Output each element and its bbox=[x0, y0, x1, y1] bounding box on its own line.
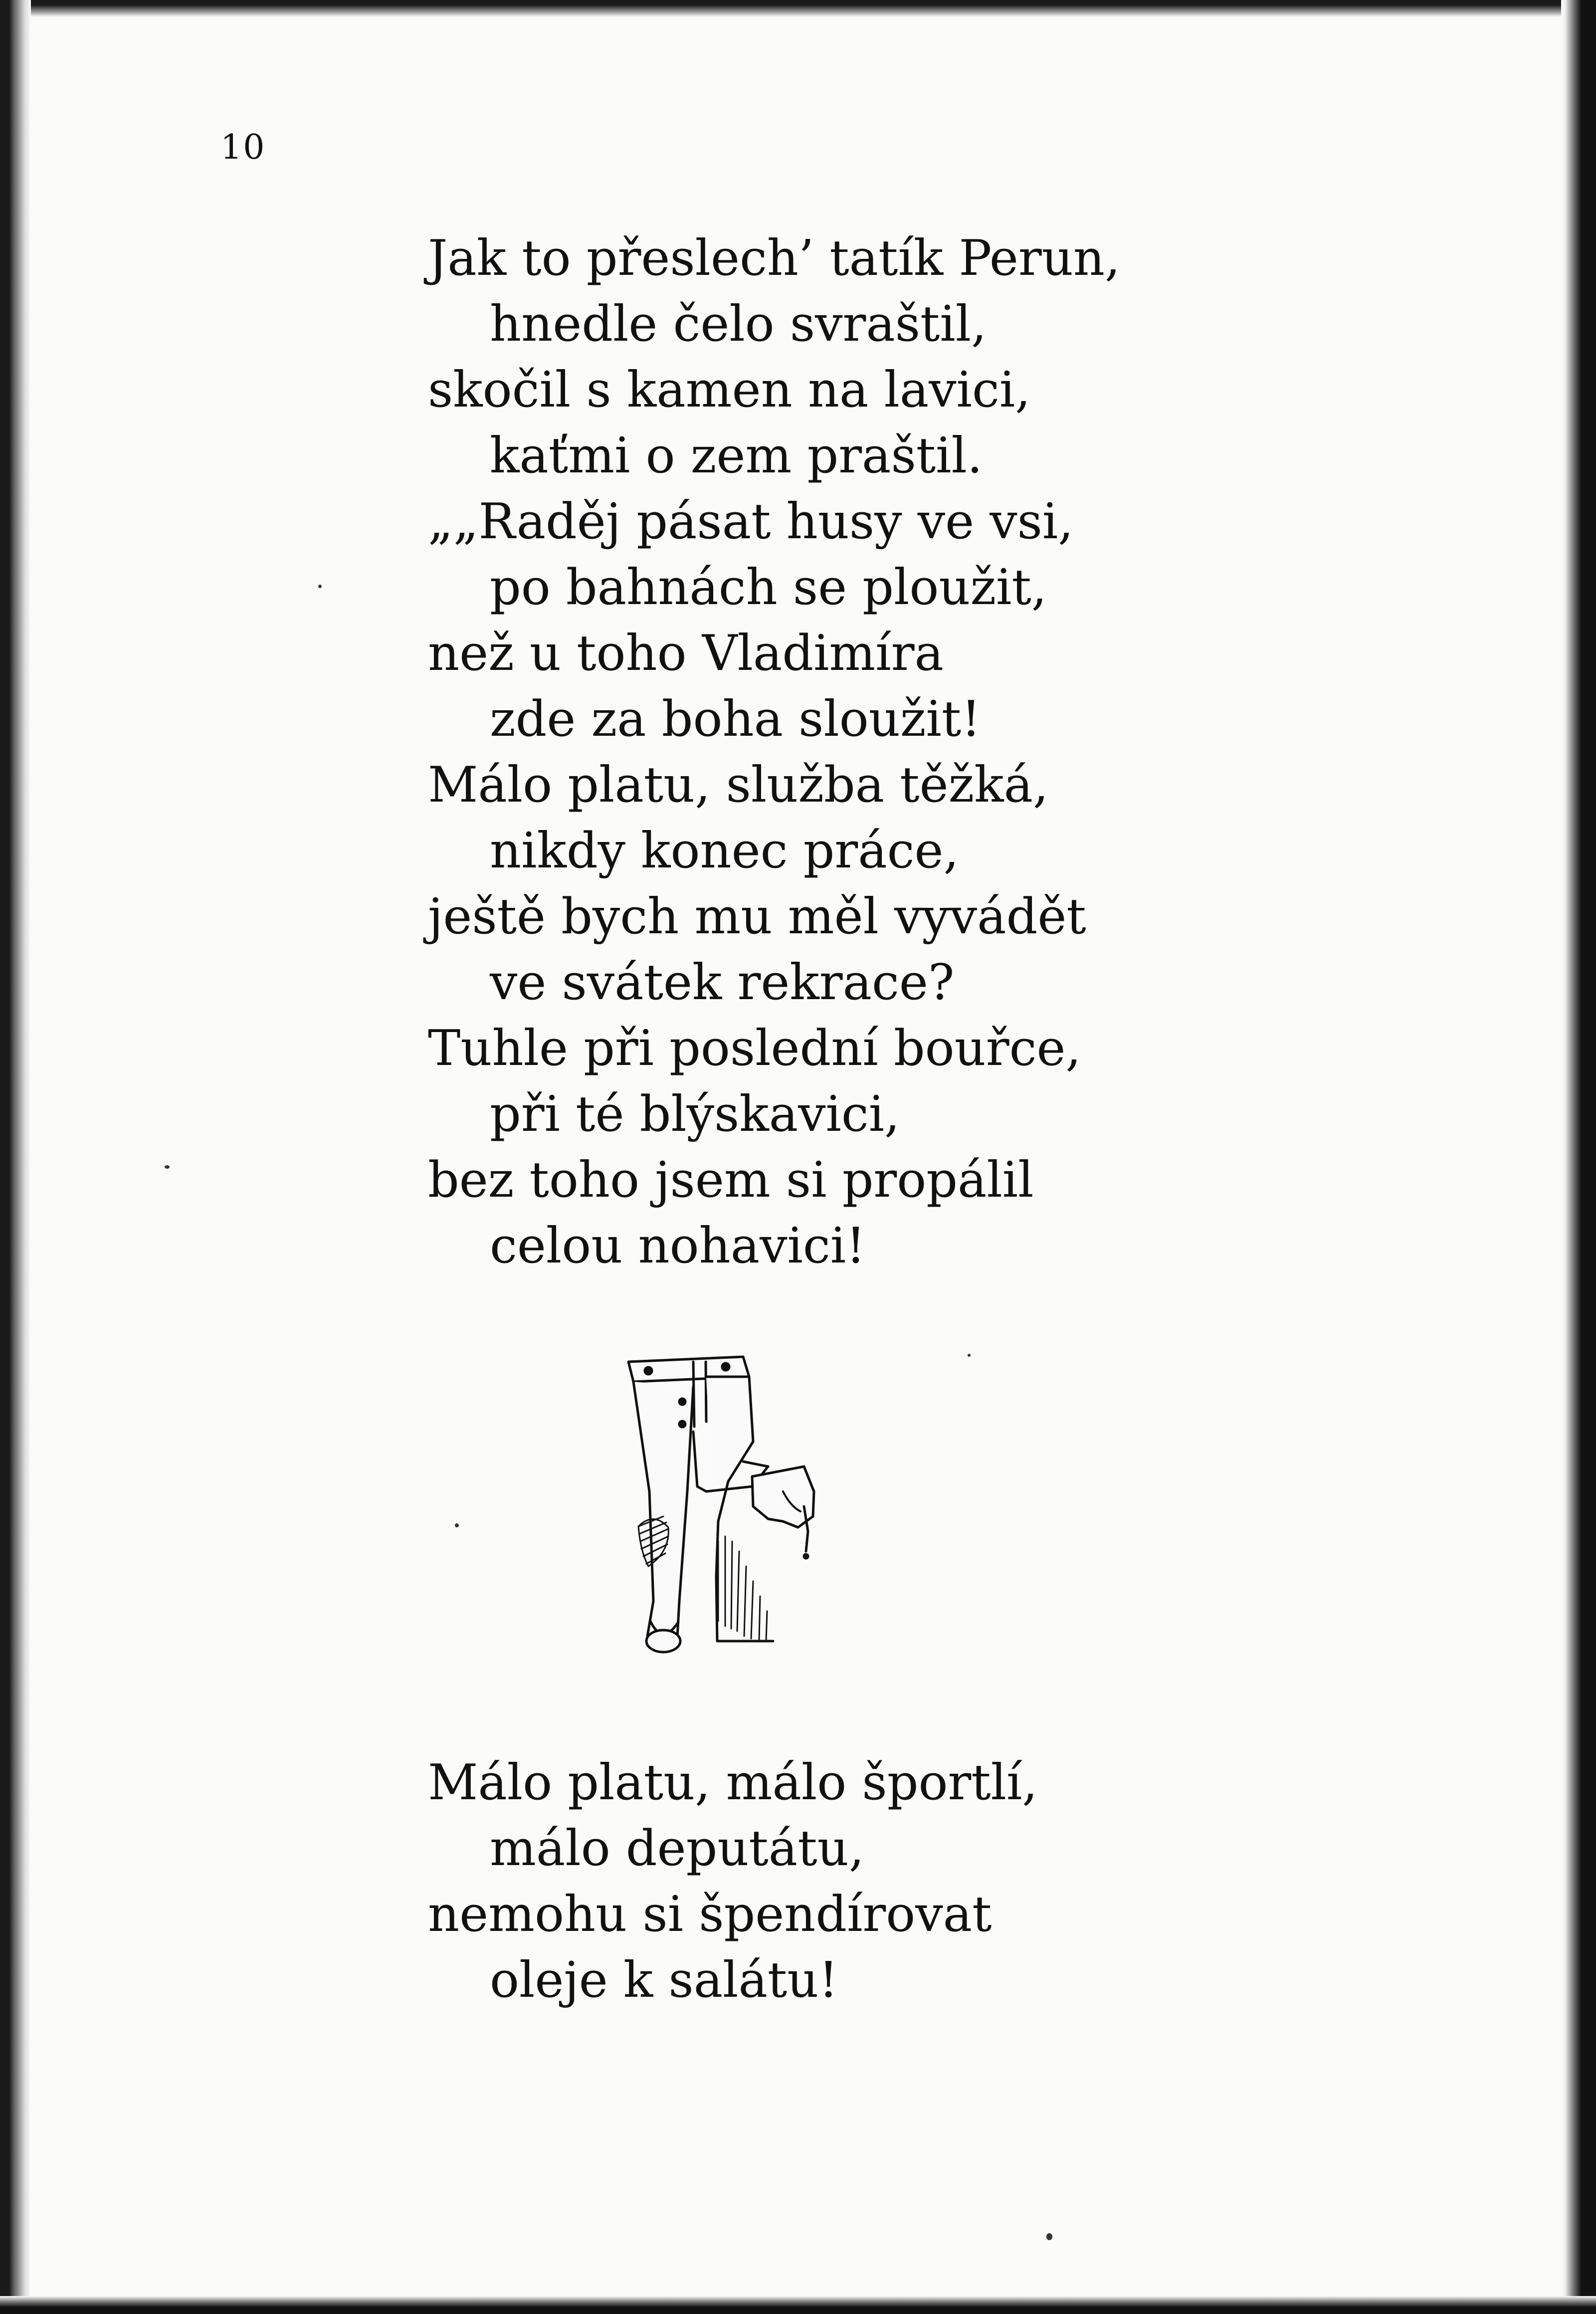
scan-border-bottom bbox=[0, 2296, 1596, 2314]
poem-line: při té blýskavici, bbox=[490, 1086, 900, 1143]
poem-line: Tuhle při poslední bouřce, bbox=[428, 1020, 1081, 1077]
poem-line: Málo platu, služba těžká, bbox=[428, 757, 1049, 814]
poem-line: zde za boha sloužit! bbox=[490, 691, 981, 748]
poem-line: po bahnách se ploužit, bbox=[490, 559, 1047, 616]
poem-line: skočil s kamen na lavici, bbox=[428, 362, 1031, 419]
poem-stanza-1 bbox=[428, 225, 1120, 1279]
poem-line: „„Raděj pásat husy ve vsi, bbox=[428, 493, 1074, 550]
poem-line: Jak to přeslech’ tatík Perun, bbox=[428, 230, 1121, 287]
scan-border-right bbox=[1561, 0, 1596, 2314]
burnt-trousers-icon bbox=[618, 1342, 858, 1701]
scan-speck bbox=[455, 1523, 459, 1527]
poem-line: než u toho Vladimíra bbox=[428, 625, 944, 682]
poem-line: bez toho jsem si propálil bbox=[428, 1152, 1034, 1209]
poem-line: málo deputátu, bbox=[490, 1820, 864, 1877]
poem-stanza-2 bbox=[428, 1750, 1038, 2013]
scan-speck bbox=[318, 585, 322, 588]
poem-line: nemohu si špendírovat bbox=[428, 1886, 992, 1943]
scan-border-top bbox=[0, 0, 1596, 17]
poem-line: ještě bych mu měl vyvádět bbox=[428, 888, 1086, 945]
poem-line: ve svátek rekrace? bbox=[490, 954, 955, 1011]
poem-line: Málo platu, málo športlí, bbox=[428, 1754, 1038, 1811]
poem-line: oleje k salátu! bbox=[490, 1952, 838, 2009]
scan-speck bbox=[968, 1354, 971, 1357]
scan-speck bbox=[1046, 2233, 1052, 2240]
poem-line: nikdy konec práce, bbox=[490, 823, 959, 879]
poem-line: celou nohavici! bbox=[490, 1218, 866, 1274]
poem-line: hnedle čelo svraštil, bbox=[490, 296, 987, 353]
scan-border-left bbox=[0, 0, 31, 2314]
page-number: 10 bbox=[220, 128, 266, 167]
scan-speck bbox=[165, 1165, 170, 1169]
poem-line: kaťmi o zem praštil. bbox=[490, 427, 983, 484]
